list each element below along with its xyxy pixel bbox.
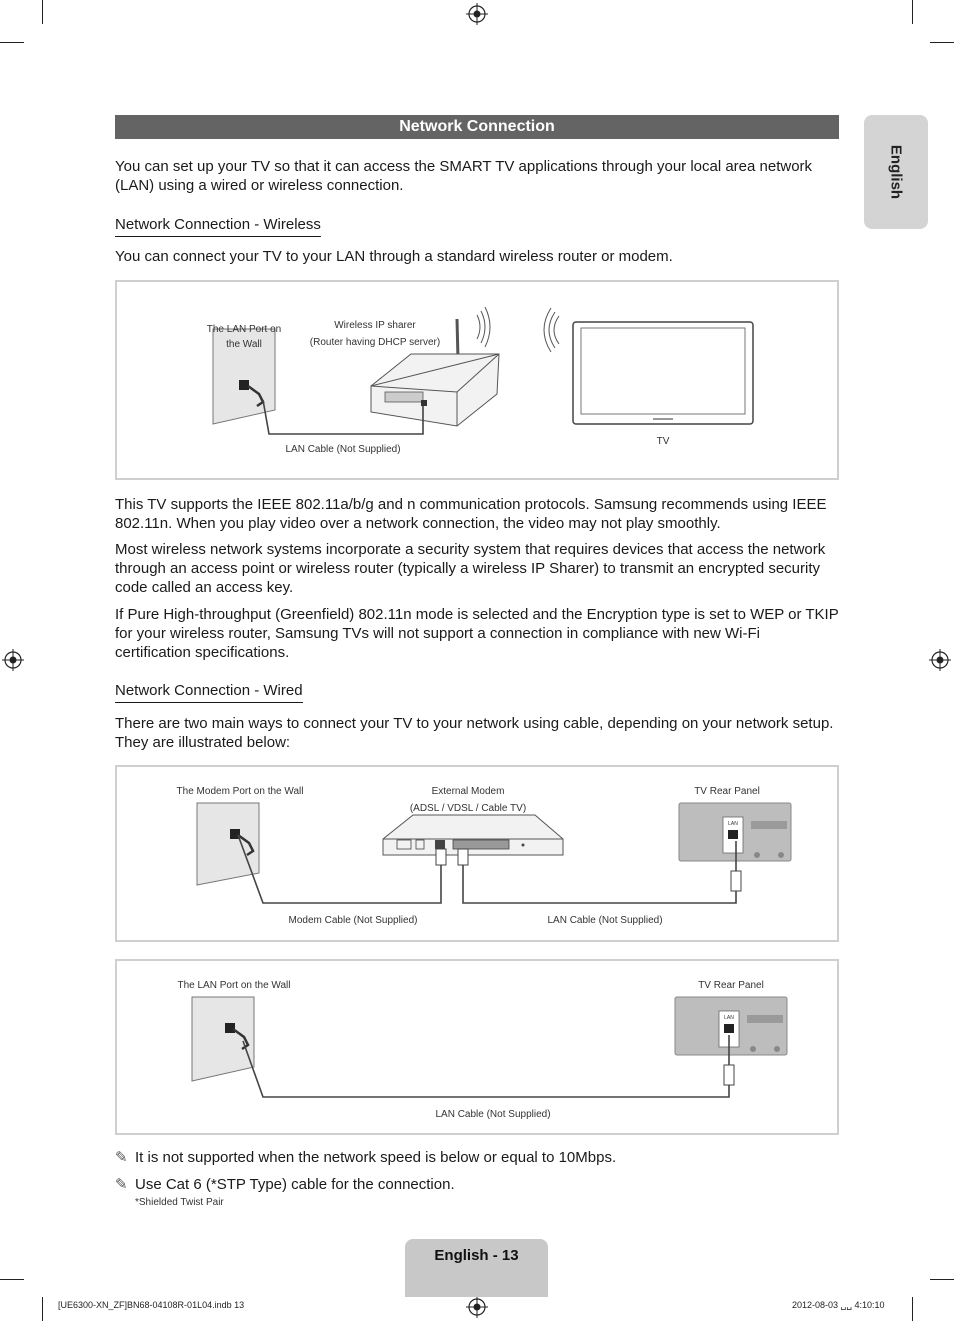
note-speed-text: It is not supported when the network speed is below or equal to 10Mbps.: [135, 1149, 617, 1166]
modem-cable-label: Modem Cable (Not Supplied): [288, 915, 418, 926]
wall-modem-port-icon: [197, 803, 259, 885]
note-cable: [115, 1175, 455, 1194]
wireless-diagram: [115, 280, 839, 480]
lan-port-label-2: the Wall: [226, 339, 262, 350]
wired-diagram-lan: [115, 959, 839, 1135]
tv-rear-panel-icon: [675, 997, 787, 1055]
lan-port-text: LAN: [724, 1015, 734, 1021]
crop-mark: [0, 42, 24, 43]
registration-mark-icon: [466, 3, 488, 25]
crop-mark: [42, 0, 43, 24]
wired-diagram-modem: [115, 765, 839, 942]
page-number-tab: [405, 1239, 548, 1297]
modem-label-1: External Modem: [431, 786, 505, 797]
wired-heading: Network Connection - Wired: [115, 682, 303, 703]
lan-port-label: The LAN Port on the Wall: [177, 980, 291, 991]
tv-rear-panel-icon: [679, 803, 791, 861]
crop-mark: [912, 1297, 913, 1321]
crop-mark: [42, 1297, 43, 1321]
wall-lan-port-icon: [192, 997, 254, 1081]
wireless-lead: You can connect your TV to your LAN through a standard wireless router or modem.: [115, 248, 673, 265]
footer-file-info: [UE6300-XN_ZF]BN68-04108R-01L04.indb 13: [58, 1300, 245, 1310]
footer-timestamp: 2012-08-03 ␣␣ 4:10:10: [792, 1300, 885, 1310]
lan-cable-label: LAN Cable (Not Supplied): [435, 1109, 551, 1120]
lan-port-label-1: The LAN Port on: [206, 324, 282, 335]
language-tab-label: English: [887, 144, 905, 200]
note-cable-text: Use Cat 6 (*STP Type) cable for the connection.: [135, 1176, 455, 1193]
tv-label: TV: [656, 436, 670, 447]
tv-icon: [544, 308, 753, 424]
tv-panel-label: TV Rear Panel: [694, 786, 760, 797]
lan-cable: [243, 1035, 729, 1097]
crop-mark: [0, 1279, 24, 1280]
section-title: Network Connection: [115, 115, 839, 139]
registration-mark-icon: [929, 649, 951, 671]
wireless-paragraph-2: Most wireless network systems incorporate a security system that requires devices that access the network through an access point or wireless router (typically a wireless IP Sharer) to transmit an encrypted security code called an access key.: [115, 541, 826, 596]
wireless-cable-label: LAN Cable (Not Supplied): [285, 444, 401, 455]
router-label-2: (Router having DHCP server): [309, 337, 441, 348]
footnote: *Shielded Twist Pair: [135, 1197, 224, 1208]
router-label-1: Wireless IP sharer: [334, 320, 416, 331]
wireless-paragraph-3: If Pure High-throughput (Greenfield) 802.11n mode is selected and the Encryption type is set to WEP or TKIP for your wireless router, Samsung TVs will not support a connection in compliance with new Wi-Fi certification specifications.: [115, 606, 839, 661]
intro-paragraph: You can set up your TV so that it can access the SMART TV applications through your local area network (LAN) using a wired or wireless connection.: [115, 158, 813, 194]
pencil-icon: ✎: [115, 1149, 128, 1166]
note-speed: [115, 1148, 616, 1167]
language-tab: [864, 115, 928, 229]
wired-lead: There are two main ways to connect your TV to your network using cable, depending on your network setup. They are illustrated below:: [115, 715, 834, 751]
pencil-icon: ✎: [115, 1176, 128, 1193]
registration-mark-icon: [2, 649, 24, 671]
page-number: English - 13: [434, 1247, 519, 1264]
wireless-heading: Network Connection - Wireless: [115, 216, 321, 237]
modem-port-label: The Modem Port on the Wall: [176, 786, 304, 797]
crop-mark: [912, 0, 913, 24]
crop-mark: [930, 1279, 954, 1280]
modem-label-2: (ADSL / VDSL / Cable TV): [409, 803, 527, 814]
tv-panel-label: TV Rear Panel: [698, 980, 764, 991]
registration-mark-icon: [466, 1296, 488, 1318]
lan-port-text: LAN: [728, 821, 738, 827]
crop-mark: [930, 42, 954, 43]
external-modem-icon: [383, 815, 563, 855]
wireless-paragraph-1: This TV supports the IEEE 802.11a/b/g and n communication protocols. Samsung recommends using IEEE 802.11n. When you play video over a network connection, the video may not play smoothly.: [115, 496, 827, 532]
wired-lan-cable-label: LAN Cable (Not Supplied): [547, 915, 663, 926]
